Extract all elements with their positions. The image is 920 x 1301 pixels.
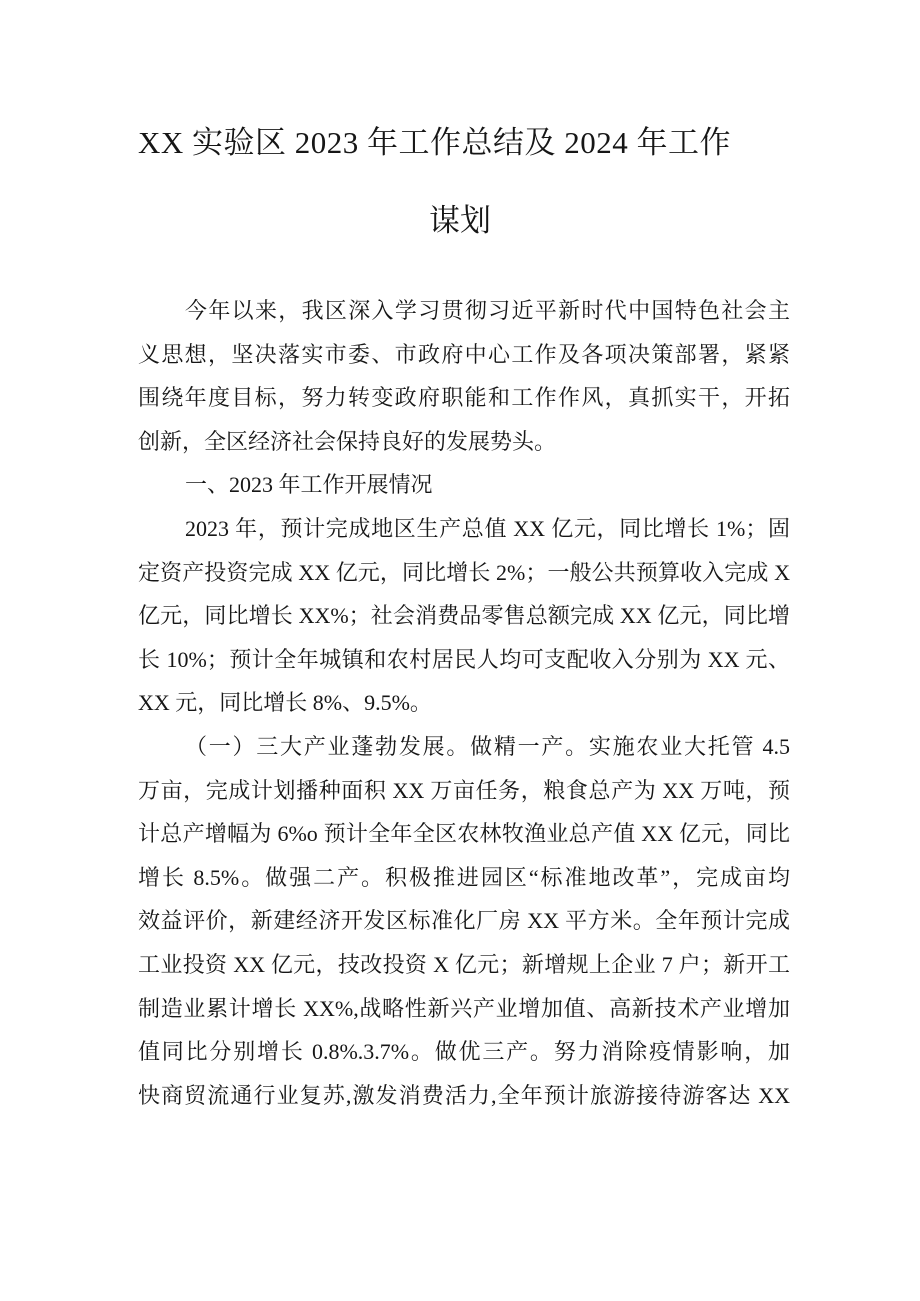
section-heading: 一、2023 年工作开展情况 bbox=[185, 472, 433, 498]
intro-paragraph bbox=[138, 289, 790, 463]
text-line: 义思想，坚决落实市委、市政府中心工作及各项决策部署，紧紧 bbox=[138, 341, 790, 367]
text-line: 长 10%；预计全年城镇和农村居民人均可支配收入分别为 XX 元、 bbox=[138, 646, 790, 672]
text-line: XX 元，同比增长 8%、9.5%。 bbox=[138, 690, 432, 716]
text-line: （一）三大产业蓬勃发展。做精一产。实施农业大托管 4.5 bbox=[185, 733, 790, 759]
text-line: 围绕年度目标，努力转变政府职能和工作作风，真抓实干，开拓 bbox=[138, 385, 790, 411]
summary-paragraph bbox=[138, 507, 790, 725]
text-line: 定资产投资完成 XX 亿元，同比增长 2%；一般公共预算收入完成 X bbox=[138, 559, 790, 585]
text-line: 制造业累计增长 XX%,战略性新兴产业增加值、高新技术产业增加 bbox=[138, 995, 790, 1021]
text-line: 计总产增幅为 6%o 预计全年全区农林牧渔业总产值 XX 亿元，同比 bbox=[138, 821, 790, 847]
document-title-line-1: XX 实验区 2023 年工作总结及 2024 年工作 bbox=[138, 125, 732, 160]
text-line: 今年以来，我区深入学习贯彻习近平新时代中国特色社会主 bbox=[185, 298, 790, 323]
text-line: 创新，全区经济社会保持良好的发展势头。 bbox=[138, 428, 557, 454]
text-line: 亿元，同比增长 XX%；社会消费品零售总额完成 XX 亿元，同比增 bbox=[138, 603, 790, 629]
text-line: 快商贸流通行业复苏,激发消费活力,全年预计旅游接待游客达 XX bbox=[138, 1082, 790, 1108]
text-line: 2023 年，预计完成地区生产总值 XX 亿元，同比增长 1%；固 bbox=[185, 515, 790, 541]
text-line: 万亩，完成计划播种面积 XX 万亩任务，粮食总产为 XX 万吨，预 bbox=[138, 777, 790, 803]
text-line: 工业投资 XX 亿元，技改投资 X 亿元；新增规上企业 7 户；新开工 bbox=[138, 951, 790, 977]
text-line: 效益评价，新建经济开发区标准化厂房 XX 平方米。全年预计完成 bbox=[138, 908, 790, 934]
text-line: 值同比分别增长 0.8%.3.7%。做优三产。努力消除疫情影响，加 bbox=[138, 1039, 790, 1065]
document-body bbox=[138, 289, 790, 1117]
text-line: 增长 8.5%。做强二产。积极推进园区“标准地改革”，完成亩均 bbox=[138, 864, 790, 890]
document-title-line-2: 谋划 bbox=[429, 203, 491, 238]
industry-paragraph bbox=[138, 725, 790, 1117]
